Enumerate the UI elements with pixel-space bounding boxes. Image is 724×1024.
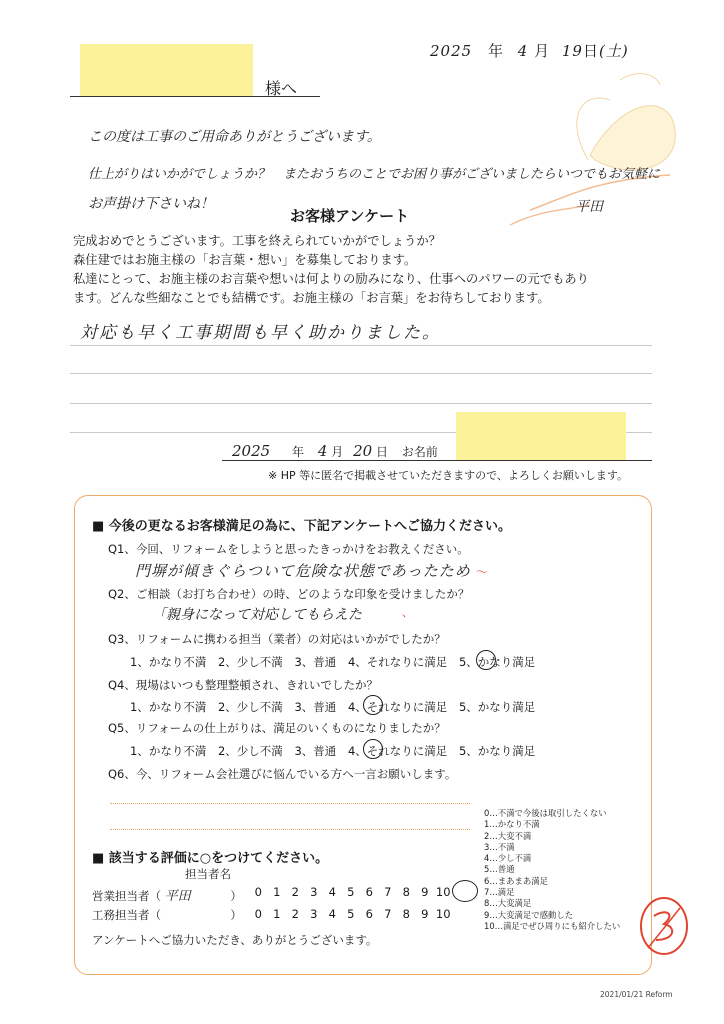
q6-text: Q6、今、リフォーム会社選びに悩んでいる方へ一言お願いします。 — [108, 767, 457, 781]
option-3[interactable]: 3、普通 — [294, 700, 337, 714]
date-year-label: 年 — [487, 42, 504, 60]
works-scale — [249, 907, 453, 921]
sales-label: 営業担当者（ — [92, 889, 161, 903]
score-0[interactable]: 0 — [254, 885, 262, 899]
option-4[interactable]: 4、それなりに満足 — [347, 655, 448, 669]
comment-handwritten: 対応も早く工事期間も早く助かりました。 — [80, 323, 441, 343]
q4-selected-circle — [363, 695, 383, 715]
option-4[interactable]: 4、それなりに満足 — [347, 700, 448, 714]
red-pen-stamp — [636, 890, 692, 960]
letter-signature: 平田 — [575, 199, 603, 215]
score-1[interactable]: 1 — [273, 885, 281, 899]
legend-item: 6…まあまあ満足 — [484, 875, 548, 886]
score-8[interactable]: 8 — [402, 885, 410, 899]
legend-item: 4…少し不満 — [484, 853, 532, 864]
recipient-redaction — [80, 44, 253, 96]
score-10[interactable]: 10 — [435, 885, 451, 899]
score-8[interactable]: 8 — [402, 907, 410, 921]
date-month-label: 月 — [534, 42, 551, 60]
works-close-paren: ） — [230, 908, 242, 922]
option-1[interactable]: 1、かなり不満 — [130, 700, 207, 714]
sales-name: 平田 — [164, 889, 191, 904]
date-weekday: (土) — [599, 42, 629, 60]
score-5[interactable]: 5 — [347, 885, 355, 899]
sales-scale — [249, 885, 453, 899]
q5-options — [130, 743, 543, 759]
publish-notice: ※ HP 等に匿名で掲載させていただきますので、よろしくお願いします。 — [268, 469, 629, 482]
score-4[interactable]: 4 — [328, 907, 336, 921]
score-2[interactable]: 2 — [291, 907, 299, 921]
recipient-suffix: 様へ — [265, 79, 298, 98]
intro-line: ます。どんな些細なことでも結構です。お施主様の「お言葉」をお待ちしております。 — [73, 291, 550, 305]
legend-item: 0…不満で今後は取引したくない — [484, 808, 607, 818]
letter-line-1: この度は工事のご用命ありがとうございます。 — [88, 129, 381, 145]
legend-item: 7…満足 — [484, 887, 515, 898]
name-redaction — [456, 412, 626, 460]
option-5[interactable]: 5、かなり満足 — [458, 700, 536, 714]
reply-day-label: 日 — [376, 445, 389, 459]
reply-day: 20 — [353, 442, 373, 460]
score-4[interactable]: 4 — [328, 885, 336, 899]
header-date — [430, 40, 629, 61]
legend-item: 3…不満 — [484, 841, 515, 852]
option-3[interactable]: 3、普通 — [294, 655, 337, 669]
q3-selected-circle — [476, 650, 496, 670]
score-7[interactable]: 7 — [384, 885, 392, 899]
sales-selected-circle — [452, 880, 478, 902]
name-label: お名前 — [401, 445, 438, 459]
legend-item: 2…大変不満 — [484, 830, 532, 841]
score-9[interactable]: 9 — [421, 885, 429, 899]
q2-pen-mark: 、 — [402, 606, 413, 619]
letter-line-3: お声掛け下さいね！ — [88, 196, 214, 212]
comment-line — [70, 373, 652, 374]
legend-item: 1…かなり不満 — [484, 819, 540, 830]
reply-year: 2025 — [232, 442, 271, 460]
sales-row — [92, 885, 242, 904]
survey-intro — [73, 232, 673, 308]
option-3[interactable]: 3、普通 — [294, 744, 337, 758]
legend-item: 5…普通 — [484, 864, 515, 875]
option-4[interactable]: 4、それなりに満足 — [347, 744, 448, 758]
score-1[interactable]: 1 — [273, 907, 281, 921]
score-3[interactable]: 3 — [310, 907, 318, 921]
reply-month-label: 月 — [331, 445, 344, 459]
letter-line-2: 仕上がりはいかがでしょうか？ またおうちのことでお困り事がございましたらいつでもお気軽に — [88, 167, 661, 182]
legend-item: 9…大変満足で感動した — [484, 909, 574, 920]
q2-answer: 「親身になって対応してもらえた — [152, 607, 362, 623]
q1-text: Q1、今回、リフォームをしようと思ったきっかけをお教えください。 — [108, 542, 469, 556]
reply-month: 4 — [317, 442, 328, 460]
date-year: 2025 — [430, 42, 473, 60]
thanks-text: アンケートへご協力いただき、ありがとうございます。 — [92, 933, 378, 947]
q3-text: Q3、リフォームに携わる担当（業者）の対応はいかがでしたか？ — [108, 632, 446, 646]
q5-selected-circle — [363, 739, 383, 759]
option-2[interactable]: 2、少し不満 — [217, 700, 283, 714]
score-10[interactable]: 10 — [435, 907, 451, 921]
q6-answer-line — [110, 803, 470, 804]
option-5[interactable]: 5、かなり満足 — [458, 655, 536, 669]
intro-line: 森住建ではお施主様の「お言葉・想い」を募集しております。 — [73, 253, 417, 267]
q5-text: Q5、リフォームの仕上がりは、満足のいくものになりましたか？ — [108, 721, 446, 735]
reply-date — [232, 442, 438, 460]
option-1[interactable]: 1、かなり不満 — [130, 655, 207, 669]
q2-text: Q2、ご相談（お打ち合わせ）の時、どのような印象を受けましたか？ — [108, 587, 470, 601]
staff-name-header: 担当者名 — [185, 867, 231, 881]
score-6[interactable]: 6 — [365, 885, 373, 899]
score-6[interactable]: 6 — [365, 907, 373, 921]
option-1[interactable]: 1、かなり不満 — [130, 744, 207, 758]
score-3[interactable]: 3 — [310, 885, 318, 899]
reply-date-line — [222, 460, 652, 461]
option-5[interactable]: 5、かなり満足 — [458, 744, 536, 758]
score-legend — [484, 808, 644, 932]
date-day-label: 日 — [582, 42, 599, 60]
q4-options — [130, 699, 543, 715]
score-7[interactable]: 7 — [384, 907, 392, 921]
date-day: 19 — [561, 42, 583, 60]
date-month: 4 — [517, 42, 529, 60]
legend-item: 8…大変満足 — [484, 898, 532, 909]
legend-item: 10…満足でぜひ周りにも紹介したい — [484, 920, 621, 931]
works-label: 工務担当者（ — [92, 908, 161, 922]
score-9[interactable]: 9 — [421, 907, 429, 921]
q1-answer: 門塀が傾きぐらついて危険な状態であったため — [135, 562, 471, 580]
score-5[interactable]: 5 — [347, 907, 355, 921]
option-2[interactable]: 2、少し不満 — [217, 744, 283, 758]
q4-text: Q4、現場はいつも整理整頓され、きれいでしたか？ — [108, 678, 379, 692]
q1-pen-mark: 〜 — [476, 565, 489, 579]
works-row — [92, 907, 242, 923]
comment-line — [70, 403, 652, 404]
comment-line — [70, 345, 652, 346]
intro-line: 私達にとって、お施主様のお言葉や想いは何よりの励みになり、仕事へのパワーの元でもあり — [73, 272, 589, 286]
intro-line: 完成おめでとうございます。工事を終えられていかがでしょうか？ — [73, 234, 441, 248]
score-2[interactable]: 2 — [291, 885, 299, 899]
survey-title: お客様アンケート — [290, 207, 410, 225]
rating-title: ■ 該当する評価に○をつけてください。 — [92, 851, 329, 866]
reply-year-label: 年 — [292, 445, 305, 459]
q6-answer-line — [110, 829, 470, 830]
form-code: 2021/01/21 Reform — [600, 990, 673, 999]
sales-close-paren: ） — [230, 889, 242, 903]
score-0[interactable]: 0 — [254, 907, 262, 921]
questionnaire-title: ■ 今後の更なるお客様満足の為に、下記アンケートへご協力ください。 — [92, 519, 512, 534]
option-2[interactable]: 2、少し不満 — [217, 655, 283, 669]
